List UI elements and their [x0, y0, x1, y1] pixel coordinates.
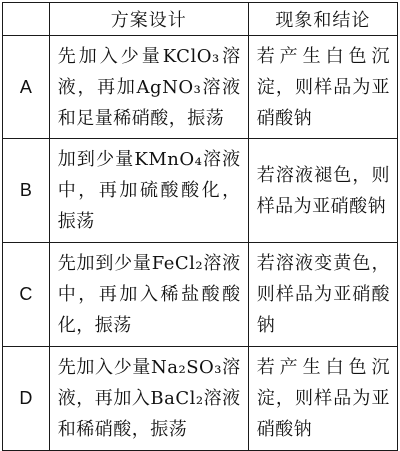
result-cell: 若溶液变黄色，则样品为亚硝酸钠 — [248, 243, 397, 347]
header-design: 方案设计 — [49, 3, 248, 36]
header-blank — [3, 3, 50, 36]
header-result: 现象和结论 — [248, 3, 397, 36]
result-cell: 若产生白色沉淀，则样品为亚硝酸钠 — [248, 36, 397, 139]
table-row — [3, 243, 398, 347]
row-label: C — [3, 243, 50, 347]
design-cell: 先加入少量Na₂SO₃溶液，再加入BaCl₂溶液和稀硝酸，振荡 — [49, 347, 248, 451]
table-row — [3, 139, 398, 243]
result-cell: 若溶液褪色，则样品为亚硝酸钠 — [248, 139, 397, 243]
design-cell: 先加入少量KClO₃溶液，再加AgNO₃溶液和足量稀硝酸，振荡 — [49, 36, 248, 139]
result-cell: 若产生白色沉淀，则样品为亚硝酸钠 — [248, 347, 397, 451]
header-row — [3, 3, 398, 36]
table-row — [3, 36, 398, 139]
experiment-table — [2, 2, 398, 451]
table-row — [3, 347, 398, 451]
row-label: A — [3, 36, 50, 139]
row-label: B — [3, 139, 50, 243]
row-label: D — [3, 347, 50, 451]
design-cell: 先加到少量FeCl₂溶液中，再加入稀盐酸酸化，振荡 — [49, 243, 248, 347]
design-cell: 加到少量KMnO₄溶液中，再加硫酸酸化，振荡 — [49, 139, 248, 243]
